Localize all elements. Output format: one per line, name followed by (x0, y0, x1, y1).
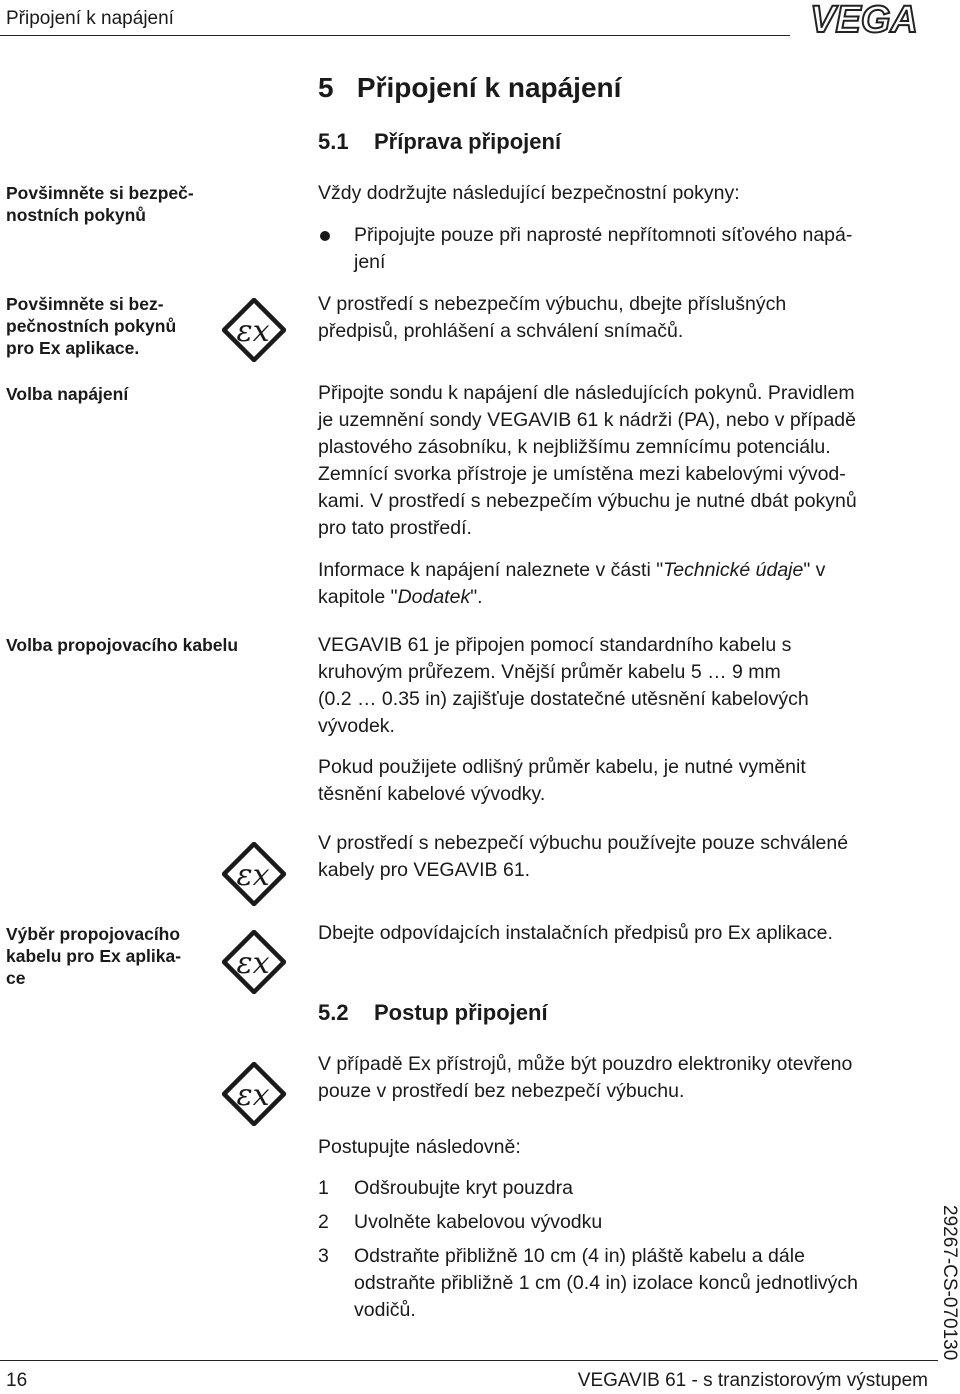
section-number: 5.1 (318, 129, 349, 154)
text-line: pro tato prostředí. (318, 517, 472, 539)
sidebar-ex-cable (6, 923, 181, 989)
cable-paragraph (318, 632, 938, 740)
cable-diameter-paragraph (318, 754, 938, 808)
info-paragraph (318, 557, 938, 611)
running-header: Připojení k napájení (6, 8, 174, 29)
ex-housing-paragraph (318, 1051, 938, 1105)
step-number: 1 (318, 1177, 329, 1199)
sidebar-line: ce (6, 968, 26, 988)
text-line: Připojte sondu k napájení dle následujících pokynů. Pravidlem (318, 382, 855, 404)
section-title-5-2 (318, 1000, 548, 1026)
text-line: (0.2 … 0.35 in) zajišťuje dostatečné utěsnění kabelových (318, 688, 809, 710)
vega-logo (798, 0, 930, 38)
text-line: V prostředí s nebezpečí výbuchu používejte pouze schválené (318, 832, 849, 854)
safety-intro: Vždy dodržujte následující bezpečnostní pokyny: (318, 182, 740, 204)
sidebar-cable: Volba propojovacího kabelu (6, 635, 239, 655)
text-line: je uzemnění sondy VEGAVIB 61 k nádrži (PA), nebo v případě (318, 409, 856, 431)
step-item (318, 1175, 918, 1202)
sidebar-line: nostních pokynů (6, 205, 146, 225)
text-line: vývodek. (318, 715, 395, 737)
svg-text:εx: εx (236, 1078, 270, 1113)
text-line (318, 584, 938, 611)
text-line: pouze v prostředí bez nebezpečí výbuchu. (318, 1080, 685, 1102)
ex-cable-paragraph (318, 830, 938, 884)
sidebar-line: pro Ex aplikace. (6, 338, 140, 358)
footer-rule (0, 1360, 938, 1361)
text-line: kami. V prostředí s nebezpečím výbuchu je nutné dbát pokynů (318, 490, 857, 512)
document-id: 29267-CS-070130 (939, 1205, 960, 1361)
svg-text:εx: εx (236, 314, 270, 349)
text-line: Pokud použijete odlišný průměr kabelu, je nutné vyměnit (318, 756, 806, 778)
text-line: Zemnící svorka přístroje je umístěna mezi kabelovými vývod- (318, 463, 846, 485)
svg-text:εx: εx (236, 946, 270, 981)
sidebar-supply: Volba napájení (6, 384, 129, 404)
sidebar-line: Povšimněte si bez- (6, 294, 164, 314)
step-item (318, 1243, 918, 1324)
proceed-intro: Postupujte následovně: (318, 1136, 521, 1158)
supply-paragraph (318, 380, 938, 542)
step-number: 2 (318, 1211, 329, 1233)
text-line: plastového zásobníku, k nejbližšímu zemnícímu potenciálu. (318, 436, 831, 458)
text-span: Informace k napájení naleznete v části " (318, 559, 664, 581)
text-span: ". (470, 586, 483, 608)
text-line: předpisů, prohlášení a schválení snímačů. (318, 320, 684, 342)
text-line: V prostředí s nebezpečím výbuchu, dbejte příslušných (318, 293, 787, 315)
text-line: odstraňte přibližně 1 cm (0.4 in) izolace konců jednotlivých (354, 1272, 859, 1294)
chapter-title: 5 Připojení k napájení (318, 72, 622, 103)
ex-symbol-icon (222, 1062, 286, 1126)
ex-symbol-icon (222, 298, 286, 362)
text-span: kapitole " (318, 586, 398, 608)
sidebar-line: Povšimněte si bezpeč- (6, 183, 194, 203)
section-title-5-1 (318, 129, 561, 155)
step-text: Odšroubujte kryt pouzdra (354, 1177, 573, 1199)
section-title-text: Postup připojení (374, 1000, 548, 1025)
text-line: Připojujte pouze při naprosté nepřítomnoti síťového napá- (354, 224, 853, 246)
section-number: 5.2 (318, 1000, 349, 1025)
text-line: VEGAVIB 61 je připojen pomocí standardního kabelu s (318, 634, 792, 656)
svg-text:VEGA: VEGA (810, 0, 918, 38)
safety-bullet (318, 222, 938, 278)
sidebar-ex-safety (6, 293, 176, 359)
svg-text:εx: εx (236, 858, 270, 893)
reference-technical-data: Technické údaje (663, 559, 804, 581)
text-line: těsnění kabelové vývodky. (318, 783, 546, 805)
step-text: Uvolněte kabelovou vývodku (354, 1211, 603, 1233)
step-number: 3 (318, 1245, 329, 1267)
sidebar-line: pečnostních pokynů (6, 316, 177, 336)
sidebar-line: Výběr propojovacího (6, 924, 181, 944)
ex-safety-paragraph (318, 291, 938, 345)
footer-title: VEGAVIB 61 - s tranzistorovým výstupem (577, 1370, 928, 1391)
header-rule (0, 35, 790, 36)
text-line (318, 557, 938, 584)
text-line: kabely pro VEGAVIB 61. (318, 859, 531, 881)
ex-symbol-icon (222, 930, 286, 994)
step-text (354, 1243, 918, 1324)
bullet-dot-icon (320, 231, 330, 241)
text-line: V případě Ex přístrojů, může být pouzdro elektroniky otevřeno (318, 1053, 853, 1075)
ex-installation-paragraph: Dbejte odpovídajcích instalačních předpisů pro Ex aplikace. (318, 922, 833, 944)
text-span: " v (803, 559, 826, 581)
sidebar-safety (6, 182, 194, 226)
reference-appendix: Dodatek (397, 586, 471, 608)
sidebar-line: kabelu pro Ex aplika- (6, 946, 182, 966)
ex-symbol-icon (222, 842, 286, 906)
bullet-text (354, 222, 938, 276)
text-line: jení (354, 251, 386, 273)
text-line: kruhovým průřezem. Vnější průměr kabelu 5 … 9 mm (318, 661, 781, 683)
step-item (318, 1209, 918, 1236)
text-line: vodičů. (354, 1299, 416, 1321)
section-title-text: Příprava připojení (374, 129, 562, 154)
text-line: Odstraňte přibližně 10 cm (4 in) pláště kabelu a dále (354, 1245, 805, 1267)
page-number: 16 (6, 1370, 28, 1391)
